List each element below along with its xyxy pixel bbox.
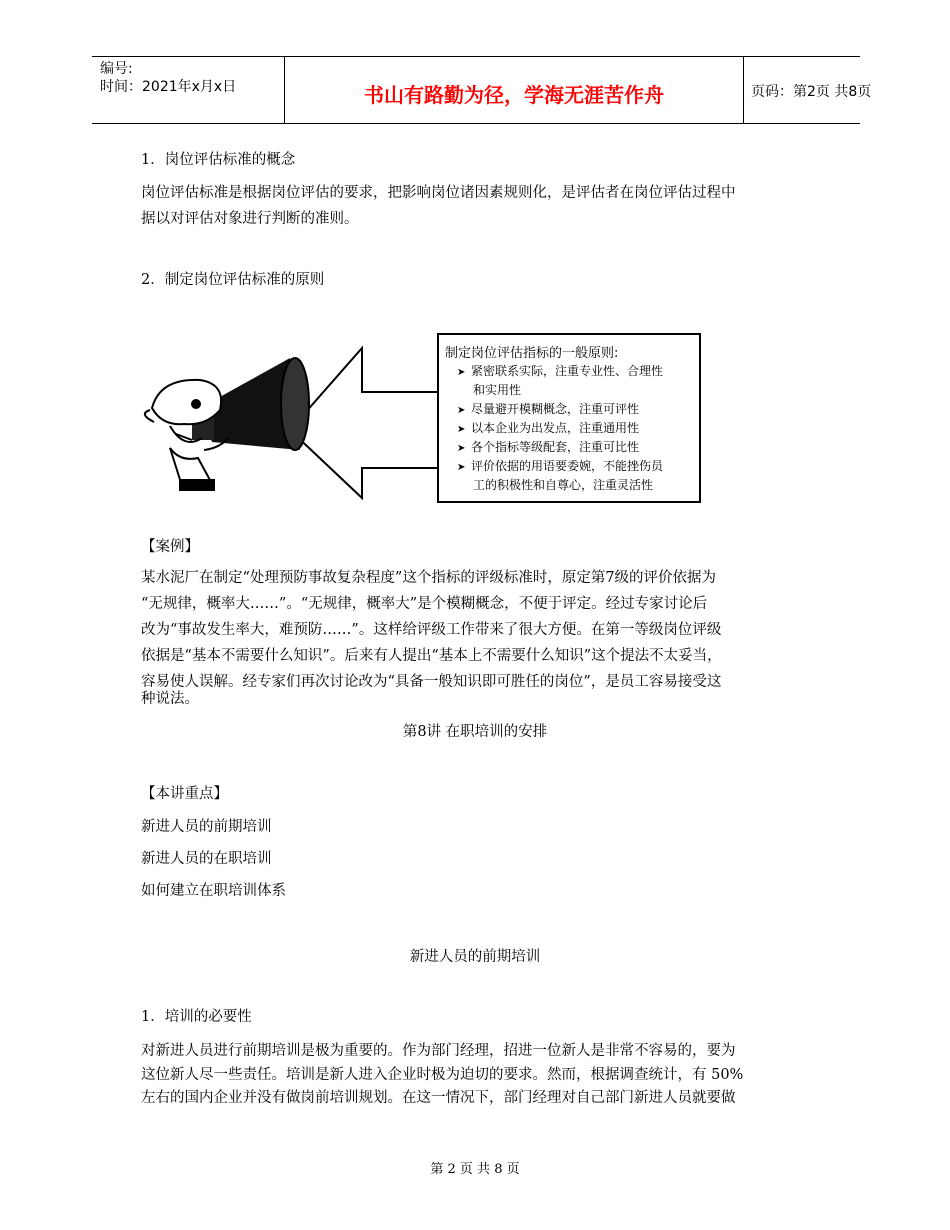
lecture-title: 第8讲 在职培训的安排 (402, 724, 548, 740)
page-header (92, 56, 872, 124)
principles-box (437, 333, 701, 503)
arrow-bullet-icon: ➤ (457, 443, 466, 454)
principles-title: 制定岗位评估指标的一般原则: (445, 346, 619, 361)
arrow-bullet-icon: ➤ (457, 462, 466, 473)
principle-item: ➤ 紧密联系实际，注重专业性、合理性 (457, 364, 664, 378)
arrow-bullet-icon: ➤ (457, 367, 466, 378)
case-line: “无规律，概率大……”。“无规律，概率大”是个模糊概念，不便于评定。经过专家讨论后 (141, 596, 708, 612)
focus-item: 如何建立在职培训体系 (141, 883, 286, 899)
page-footer: 第 2 页 共 8 页 (430, 1162, 520, 1177)
section3-title: 新进人员的前期培训 (409, 949, 541, 965)
principle-item: ➤ 尽量避开模糊概念，注重可评性 (457, 402, 640, 416)
section1-heading: 1．岗位评估标准的概念 (141, 152, 296, 168)
principle-item: ➤ 以本企业为出发点，注重通用性 (457, 421, 640, 435)
principle-item-cont: 工的积极性和自尊心，注重灵活性 (473, 478, 654, 492)
header-info-cell (92, 57, 284, 123)
section1-line: 岗位评估标准是根据岗位评估的要求，把影响岗位诸因素规则化，是评估者在岗位评估过程中 (141, 185, 736, 201)
principle-item: ➤ 评价依据的用语要委婉，不能挫伤员 (457, 459, 664, 473)
header-page-label: 页码：第2页 共8页 (751, 84, 872, 100)
case-label: 【案例】 (141, 539, 199, 555)
case-line: 依据是“基本不需要什么知识”。后来有人提出“基本上不需要什么知识”这个提法不太妥当， (141, 648, 722, 664)
principle-item-cont: 和实用性 (473, 383, 522, 397)
focus-item: 新进人员的在职培训 (141, 851, 272, 867)
section1-line: 据以对评估对象进行判断的准则。 (141, 211, 359, 227)
focus-label: 【本讲重点】 (141, 786, 228, 802)
section3-line: 左右的国内企业并没有做岗前培训规划。在这一情况下，部门经理对自己部门新进人员就要做 (141, 1090, 736, 1106)
time-label: 时间：2021年x月x日 (100, 79, 237, 95)
section3-heading: 1．培训的必要性 (141, 1009, 252, 1025)
section2-heading: 2．制定岗位评估标准的原则 (141, 272, 325, 288)
header-page-cell (743, 57, 872, 123)
case-line: 种说法。 (141, 691, 199, 707)
megaphone-illustration (140, 330, 440, 500)
case-line: 某水泥厂在制定“处理预防事故复杂程度”这个指标的评级标准时，原定第7级的评价依据为 (141, 570, 717, 586)
arrow-bullet-icon: ➤ (457, 424, 466, 435)
arrow-bullet-icon: ➤ (457, 405, 466, 416)
section3-line: 这位新人尽一些责任。培训是新人进入企业时极为迫切的要求。然而，根据调查统计，有 50% (141, 1067, 744, 1083)
case-line: 改为“事故发生率大，难预防……”。这样给评级工作带来了很大方便。在第一等级岗位评级 (141, 622, 722, 638)
number-label: 编号: (100, 61, 133, 77)
motto: 书山有路勤为径，学海无涯苦作舟 (364, 83, 664, 107)
principle-item: ➤ 各个指标等级配套，注重可比性 (457, 440, 640, 454)
case-line: 容易使人误解。经专家们再次讨论改为“具备一般知识即可胜任的岗位”，是员工容易接受这 (141, 674, 722, 690)
header-motto-cell (284, 57, 744, 123)
focus-item: 新进人员的前期培训 (141, 819, 272, 835)
arrow-outline (290, 348, 437, 498)
section3-line: 对新进人员进行前期培训是极为重要的。作为部门经理，招进一位新人是非常不容易的，要为 (141, 1043, 736, 1059)
